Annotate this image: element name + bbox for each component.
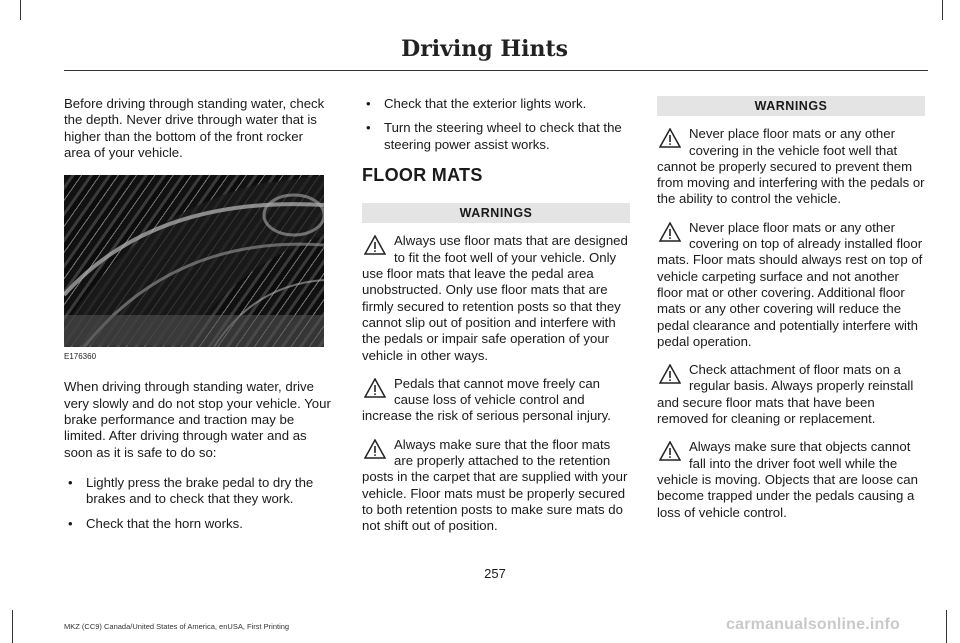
warning-text: Pedals that cannot move freely can cause loss of vehicle control and increase the risk of serious personal injury. <box>362 375 611 424</box>
warning-item <box>657 126 925 207</box>
warnings-header: WARNINGS <box>657 96 925 116</box>
warning-triangle-icon <box>659 364 681 384</box>
crop-mark-bottom-left <box>12 610 13 643</box>
warnings-header: WARNINGS <box>362 203 630 223</box>
warning-item <box>657 439 925 520</box>
warning-text: Check attachment of floor mats on a regular basis. Always properly reinstall and secure floor mats that have been removed for cleaning or replacement. <box>657 362 914 427</box>
warning-text: Never place floor mats or any other covering on top of already installed floor mats. Floor mats should always rest on top of vehicle carpeting surface and not another floor mat or other covering. Additional floor mats or any other covering will reduce the pedal clearance and potentially interfere with pedal operation. <box>657 219 923 349</box>
crop-mark-top-left <box>20 0 21 20</box>
warning-triangle-icon <box>659 441 681 461</box>
column-2 <box>362 96 630 547</box>
water-wading-figure <box>64 175 324 347</box>
crop-mark-top-right <box>942 0 943 20</box>
warning-triangle-icon <box>659 222 681 242</box>
list-item: • Check that the exterior lights work. <box>362 96 630 112</box>
vehicle-water-illustration <box>64 175 324 347</box>
footer-edition-info: MKZ (CC9) Canada/United States of America, enUSA, First Printing <box>64 622 290 631</box>
list-item: • Turn the steering wheel to check that the steering power assist works. <box>362 120 630 153</box>
warning-triangle-icon <box>364 378 386 398</box>
column-1 <box>64 96 332 542</box>
figure-label: E176360 <box>64 352 97 362</box>
page-title: Driving Hints <box>401 36 568 62</box>
list-item: • Lightly press the brake pedal to dry the brakes and to check that they work. <box>64 475 332 508</box>
after-water-paragraph: When driving through standing water, drive very slowly and do not stop your vehicle. Your brake performance and traction may be limited. After driving through water and as soon as it is safe to do so: <box>64 379 331 460</box>
warning-item <box>657 220 925 350</box>
list-item: • Check that the horn works. <box>64 516 332 532</box>
watermark: carmanualsonline.info <box>726 616 901 633</box>
warning-item <box>657 362 925 427</box>
warning-item <box>362 233 630 363</box>
after-water-list <box>64 475 332 532</box>
warning-triangle-icon <box>364 439 386 459</box>
warning-triangle-icon <box>364 235 386 255</box>
intro-paragraph: Before driving through standing water, check the depth. Never drive through water that is higher than the bottom of the front rocker area of your vehicle. <box>64 96 325 160</box>
section-heading: FLOOR MATS <box>362 164 483 185</box>
warning-item <box>362 437 630 535</box>
header-rule <box>64 70 928 71</box>
checks-list <box>362 96 630 153</box>
warning-text: Never place floor mats or any other covering in the vehicle foot well that cannot be properly secured to prevent them from moving and interfering with the pedals or the ability to control the vehicle. <box>657 126 925 207</box>
warning-triangle-icon <box>659 128 681 148</box>
warning-item <box>362 376 630 425</box>
crop-mark-bottom-right <box>946 610 947 643</box>
warning-text: Always make sure that objects cannot fall into the driver foot well while the vehicle is moving. Objects that are loose can become trapped under the pedals causing a loss of vehicle control. <box>657 439 918 520</box>
warning-text: Always make sure that the floor mats are properly attached to the retention posts in the carpet that are supplied with your vehicle. Floor mats must be properly secured to both retention posts to make sure mats do not shift out of position. <box>362 436 628 534</box>
column-3 <box>657 96 925 533</box>
warning-text: Always use floor mats that are designed to fit the foot well of your vehicle. Only use floor mats that leave the pedal area unobstructed. Only use floor mats that are firmly secured to retention posts so that they cannot slip out of position and interfere with the pedals or impair safe operation of your vehicle in other ways. <box>362 233 628 363</box>
page-number: 257 <box>484 566 506 581</box>
